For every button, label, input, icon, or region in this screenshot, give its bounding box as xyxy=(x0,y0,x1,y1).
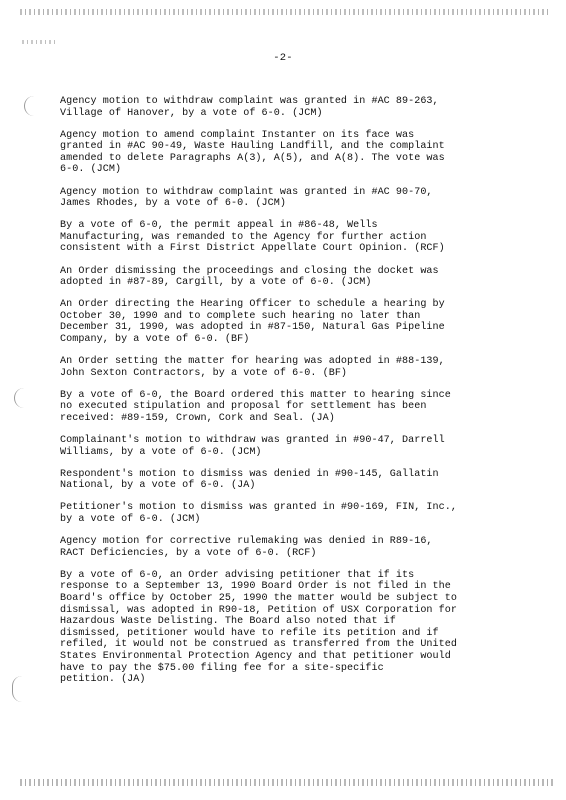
scan-noise-mark xyxy=(22,40,56,44)
agenda-item: Petitioner's motion to dismiss was granted in #90-169, FIN, Inc., by a vote of 6-0. (JCM) xyxy=(60,502,457,526)
minutes-body xyxy=(60,96,510,696)
margin-bracket-mark xyxy=(14,388,29,408)
page-number: -2- xyxy=(273,52,293,64)
agenda-item: An Order setting the matter for hearing was adopted in #88-139, John Sexton Contractors, by a vote of 6-0. (BF) xyxy=(60,356,445,379)
scan-noise-bottom xyxy=(20,779,556,786)
agenda-item: Complainant's motion to withdraw was granted in #90-47, Darrell Williams, by a vote of 6-0. (JCM) xyxy=(60,435,445,458)
agenda-item: Agency motion to amend complaint Instanter on its face was granted in #AC 90-49, Waste Hauling Landfill, and the complaint amended to delete Paragraphs A(3), A(5), and A(8). The vote was 6-0. (JCM) xyxy=(60,129,445,176)
margin-bracket-mark xyxy=(24,96,39,116)
scan-noise-top xyxy=(20,9,550,15)
agenda-item: An Order directing the Hearing Officer to schedule a hearing by October 30, 1990 and to complete such hearing no later than December 31, 1990, was adopted in #87-150, Natural Gas Pipeline Company, by a vote of 6-0. (BF) xyxy=(60,299,445,345)
agenda-item: By a vote of 6-0, an Order advising petitioner that if its response to a September 13, 1990 Board Order is not filed in the Board's office by October 25, 1990 the matter would be subject to dismissal, was adopted in R90-18, Petition of USX Corporation for Hazardous Waste Delisting. The Board also noted that if dismissed, petitioner would have to refile its petition and if refiled, it would not be construed as transferred from the United States Environmental Protection Agency and that petitioner would have to pay the $75.00 filing fee for a site-specific petition. (JA) xyxy=(60,569,457,686)
agenda-item: By a vote of 6-0, the permit appeal in #86-48, Wells Manufacturing, was remanded to the Agency for further action consistent with a First District Appellate Court Opinion. (RCF) xyxy=(60,220,445,255)
agenda-item: An Order dismissing the proceedings and closing the docket was adopted in #87-89, Cargill, by a vote of 6-0. (JCM) xyxy=(60,265,439,289)
margin-bracket-mark xyxy=(12,676,27,702)
agenda-item: Agency motion to withdraw complaint was granted in #AC 90-70, James Rhodes, by a vote of 6-0. (JCM) xyxy=(60,186,433,210)
agenda-item: Agency motion for corrective rulemaking was denied in R89-16, RACT Deficiencies, by a vote of 6-0. (RCF) xyxy=(60,536,433,559)
agenda-item: By a vote of 6-0, the Board ordered this matter to hearing since no executed stipulation and proposal for settlement has been received: #89-159, Crown, Cork and Seal. (JA) xyxy=(60,389,451,424)
agenda-item: Respondent's motion to dismiss was denied in #90-145, Gallatin National, by a vote of 6-0. (JA) xyxy=(60,468,439,492)
agenda-item: Agency motion to withdraw complaint was granted in #AC 89-263, Village of Hanover, by a vote of 6-0. (JCM) xyxy=(60,96,439,119)
